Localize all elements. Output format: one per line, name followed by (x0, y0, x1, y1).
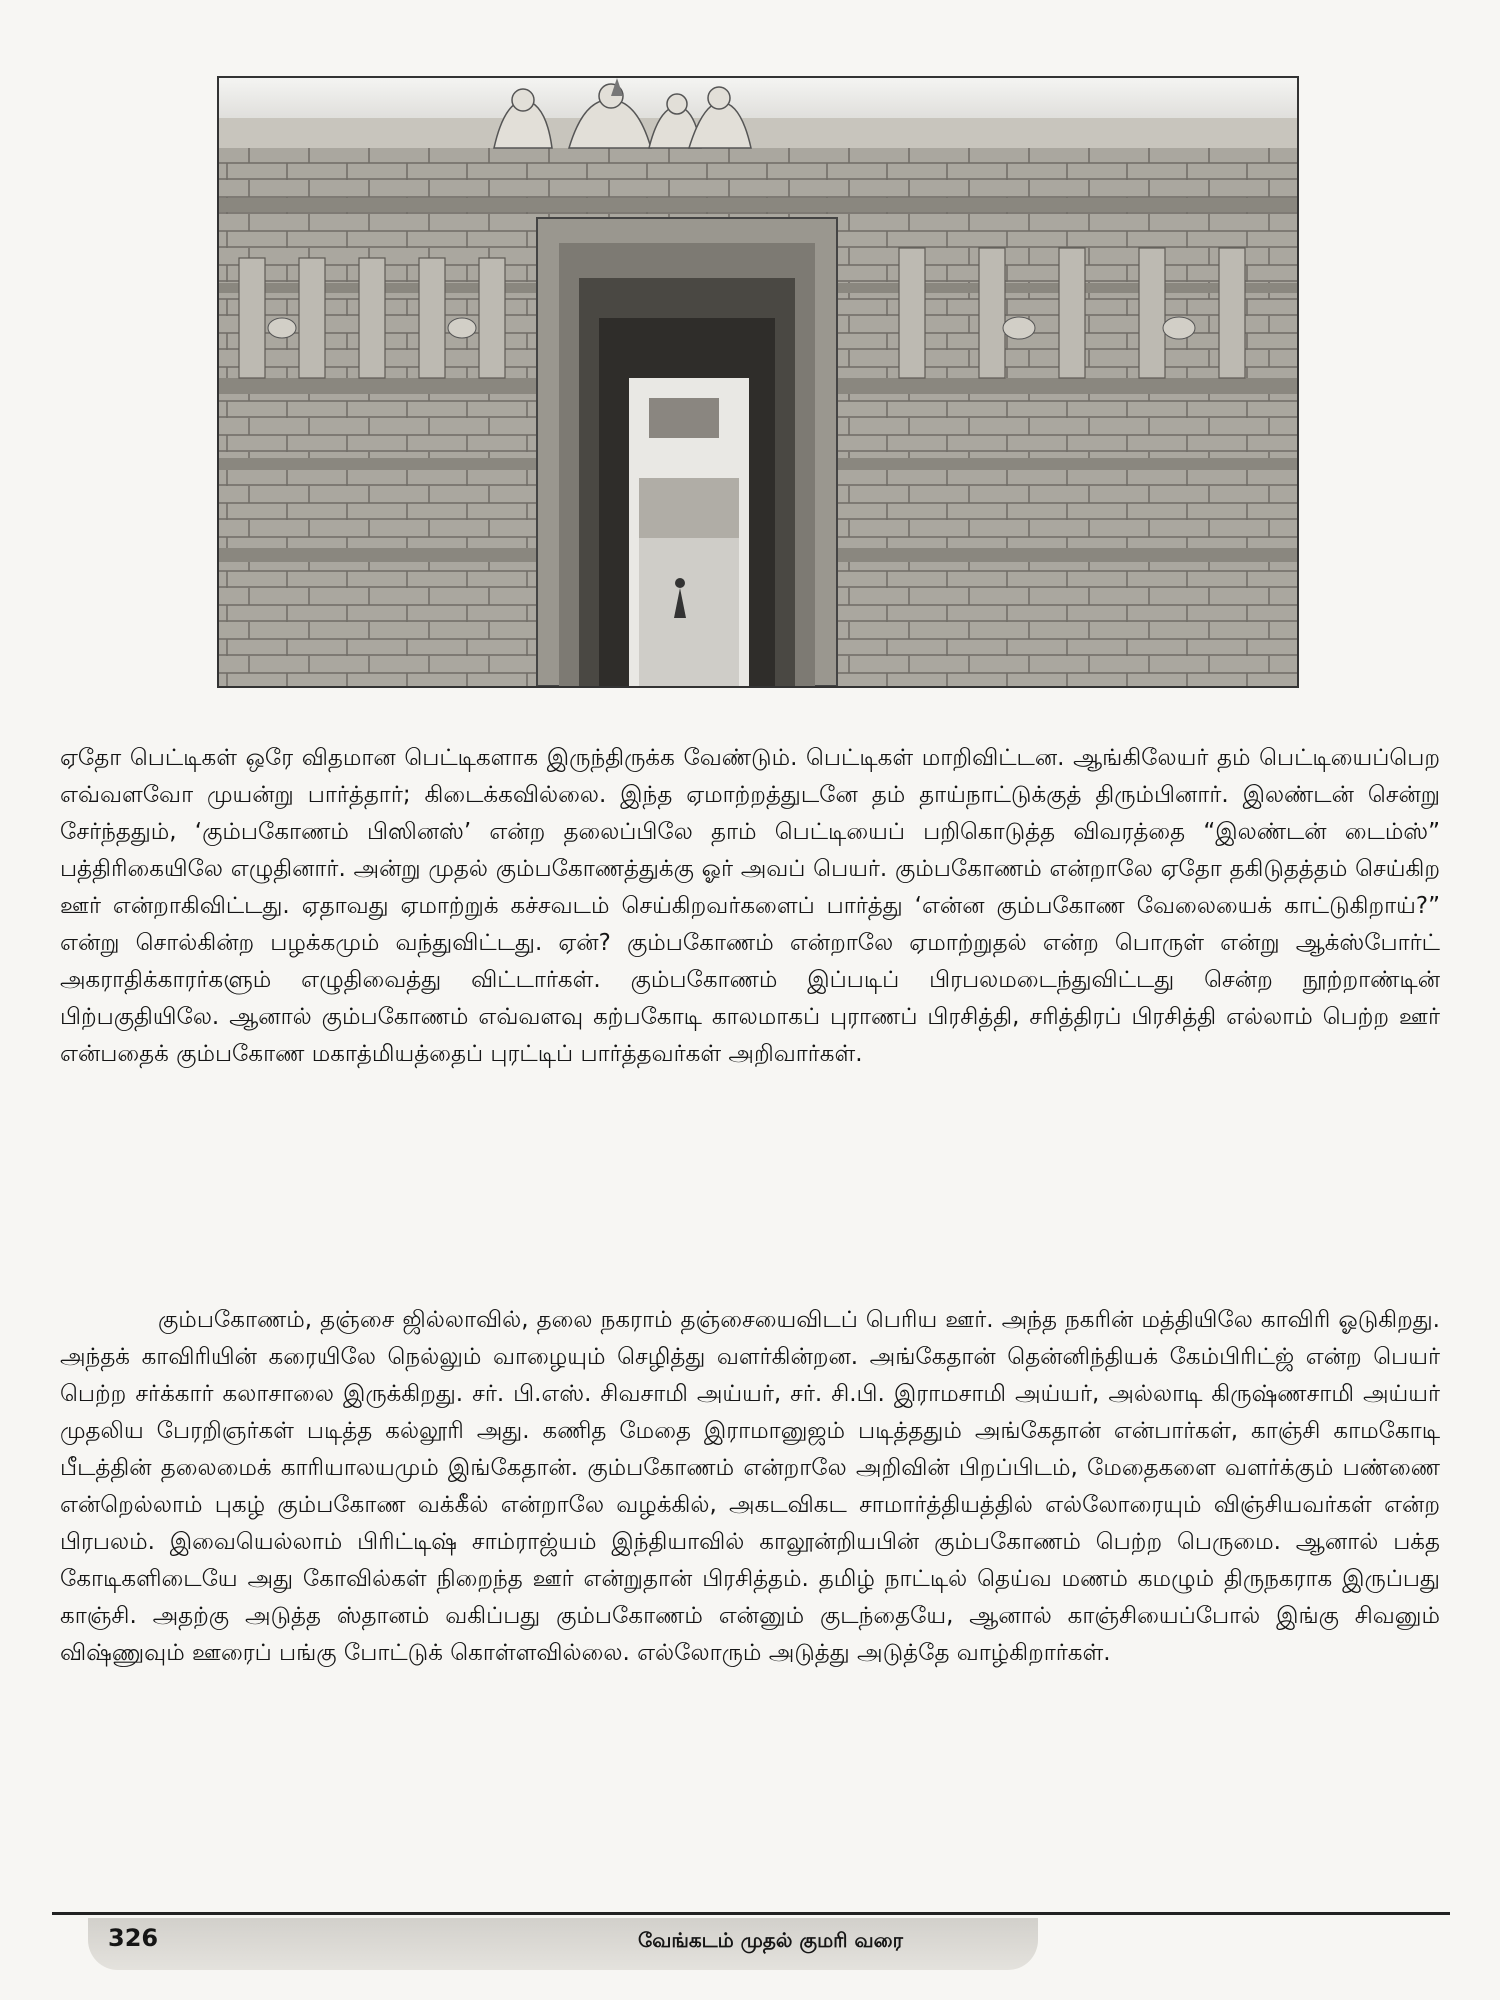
paragraph-2: கும்பகோணம், தஞ்சை ஜில்லாவில், தலை நகராம் தஞ்சையைவிடப் பெரிய ஊர். அந்த நகரின் மத்தியிலே காவிரி ஓடுகிறது. அந்தக் காவிரியின் கரையிலே நெல்லும் வாழையும் செழித்து வளர்கின்றன. அங்கேதான் தென்னிந்தியக் கேம்பிரிட்ஜ் என்ற பெயர் பெற்ற சர்க்கார் கலாசாலை இருக்கிறது. சர். பி.எஸ். சிவசாமி அய்யர், சர். சி.பி. இராமசாமி அய்யர், அல்லாடி கிருஷ்ணசாமி அய்யர் முதலிய பேரறிஞர்கள் படித்த கல்லூரி அது. கணித மேதை இராமானுஜம் படித்ததும் அங்கேதான் என்பார்கள், காஞ்சி காமகோடி பீடத்தின் தலைமைக் காரியாலயமும் இங்கேதான். கும்பகோணம் என்றாலே அறிவின் பிறப்பிடம், மேதைகளை வளர்க்கும் பண்ணை என்றெல்லாம் புகழ் கும்பகோண வக்கீல் என்றாலே வழக்கில், அகடவிகட சாமார்த்தியத்தில் எல்லோரையும் விஞ்சியவர்கள் என்ற பிரபலம். இவையெல்லாம் பிரிட்டிஷ் சாம்ராஜ்யம் இந்தியாவில் காலூன்றியபின் கும்பகோணம் பெற்ற பெருமை. ஆனால் பக்த கோடிகளிடையே அது கோவில்கள் நிறைந்த ஊர் என்றுதான் பிரசித்தம். தமிழ் நாட்டில் தெய்வ மணம் கமழும் திருநகராக இருப்பது காஞ்சி. அதற்கு அடுத்த ஸ்தானம் வகிப்பது கும்பகோணம் என்னும் குடந்தையே, ஆனால் காஞ்சியைப்போல் இங்கு சிவனும் விஷ்ணுவும் ஊரைப் பங்கு போட்டுக் கொள்ளவில்லை. எல்லோரும் அடுத்து அடுத்தே வாழ்கிறார்கள். (60, 1307, 1440, 1666)
temple-gopuram-icon (219, 78, 1297, 686)
footer-rule (52, 1912, 1450, 1915)
temple-photo (217, 76, 1299, 688)
paragraph-1: ஏதோ பெட்டிகள் ஒரே விதமான பெட்டிகளாக இருந்திருக்க வேண்டும். பெட்டிகள் மாறிவிட்டன. ஆங்கிலேயர் தம் பெட்டியைப்பெற எவ்வளவோ முயன்று பார்த்தார்; கிடைக்கவில்லை. இந்த ஏமாற்றத்துடனே தம் தாய்நாட்டுக்குத் திரும்பினார். இலண்டன் சென்று சேர்ந்ததும், ‘கும்பகோணம் பிஸினஸ்’ என்ற தலைப்பிலே தாம் பெட்டியைப் பறிகொடுத்த விவரத்தை “இலண்டன் டைம்ஸ்” பத்திரிகையிலே எழுதினார். அன்று முதல் கும்பகோணத்துக்கு ஓர் அவப் பெயர். கும்பகோணம் என்றாலே ஏதோ தகிடுதத்தம் செய்கிற ஊர் என்றாகிவிட்டது. ஏதாவது ஏமாற்றுக் கச்சவடம் செய்கிறவர்களைப் பார்த்து ‘என்ன கும்பகோண வேலையைக் காட்டுகிறாய்?” என்று சொல்கின்ற பழக்கமும் வந்துவிட்டது. ஏன்? கும்பகோணம் என்றாலே ஏமாற்றுதல் என்ற பொருள் என்று ஆக்ஸ்போர்ட் அகராதிக்காரர்களும் எழுதிவைத்து விட்டார்கள். கும்பகோணம் இப்படிப் பிரபலமடைந்துவிட்டது சென்ற நூற்றாண்டின் பிற்பகுதியிலே. ஆனால் கும்பகோணம் எவ்வளவு கற்பகோடி காலமாகப் புராணப் பிரசித்தி, சரித்திரப் பிரசித்தி எல்லாம் பெற்ற ஊர் என்பதைக் கும்பகோண மகாத்மியத்தைப் புரட்டிப் பார்த்தவர்கள் அறிவார்கள். (60, 745, 1441, 1067)
book-title: வேங்கடம் முதல் குமரி வரை (638, 1928, 903, 1952)
page-number: 326 (108, 1924, 159, 1952)
